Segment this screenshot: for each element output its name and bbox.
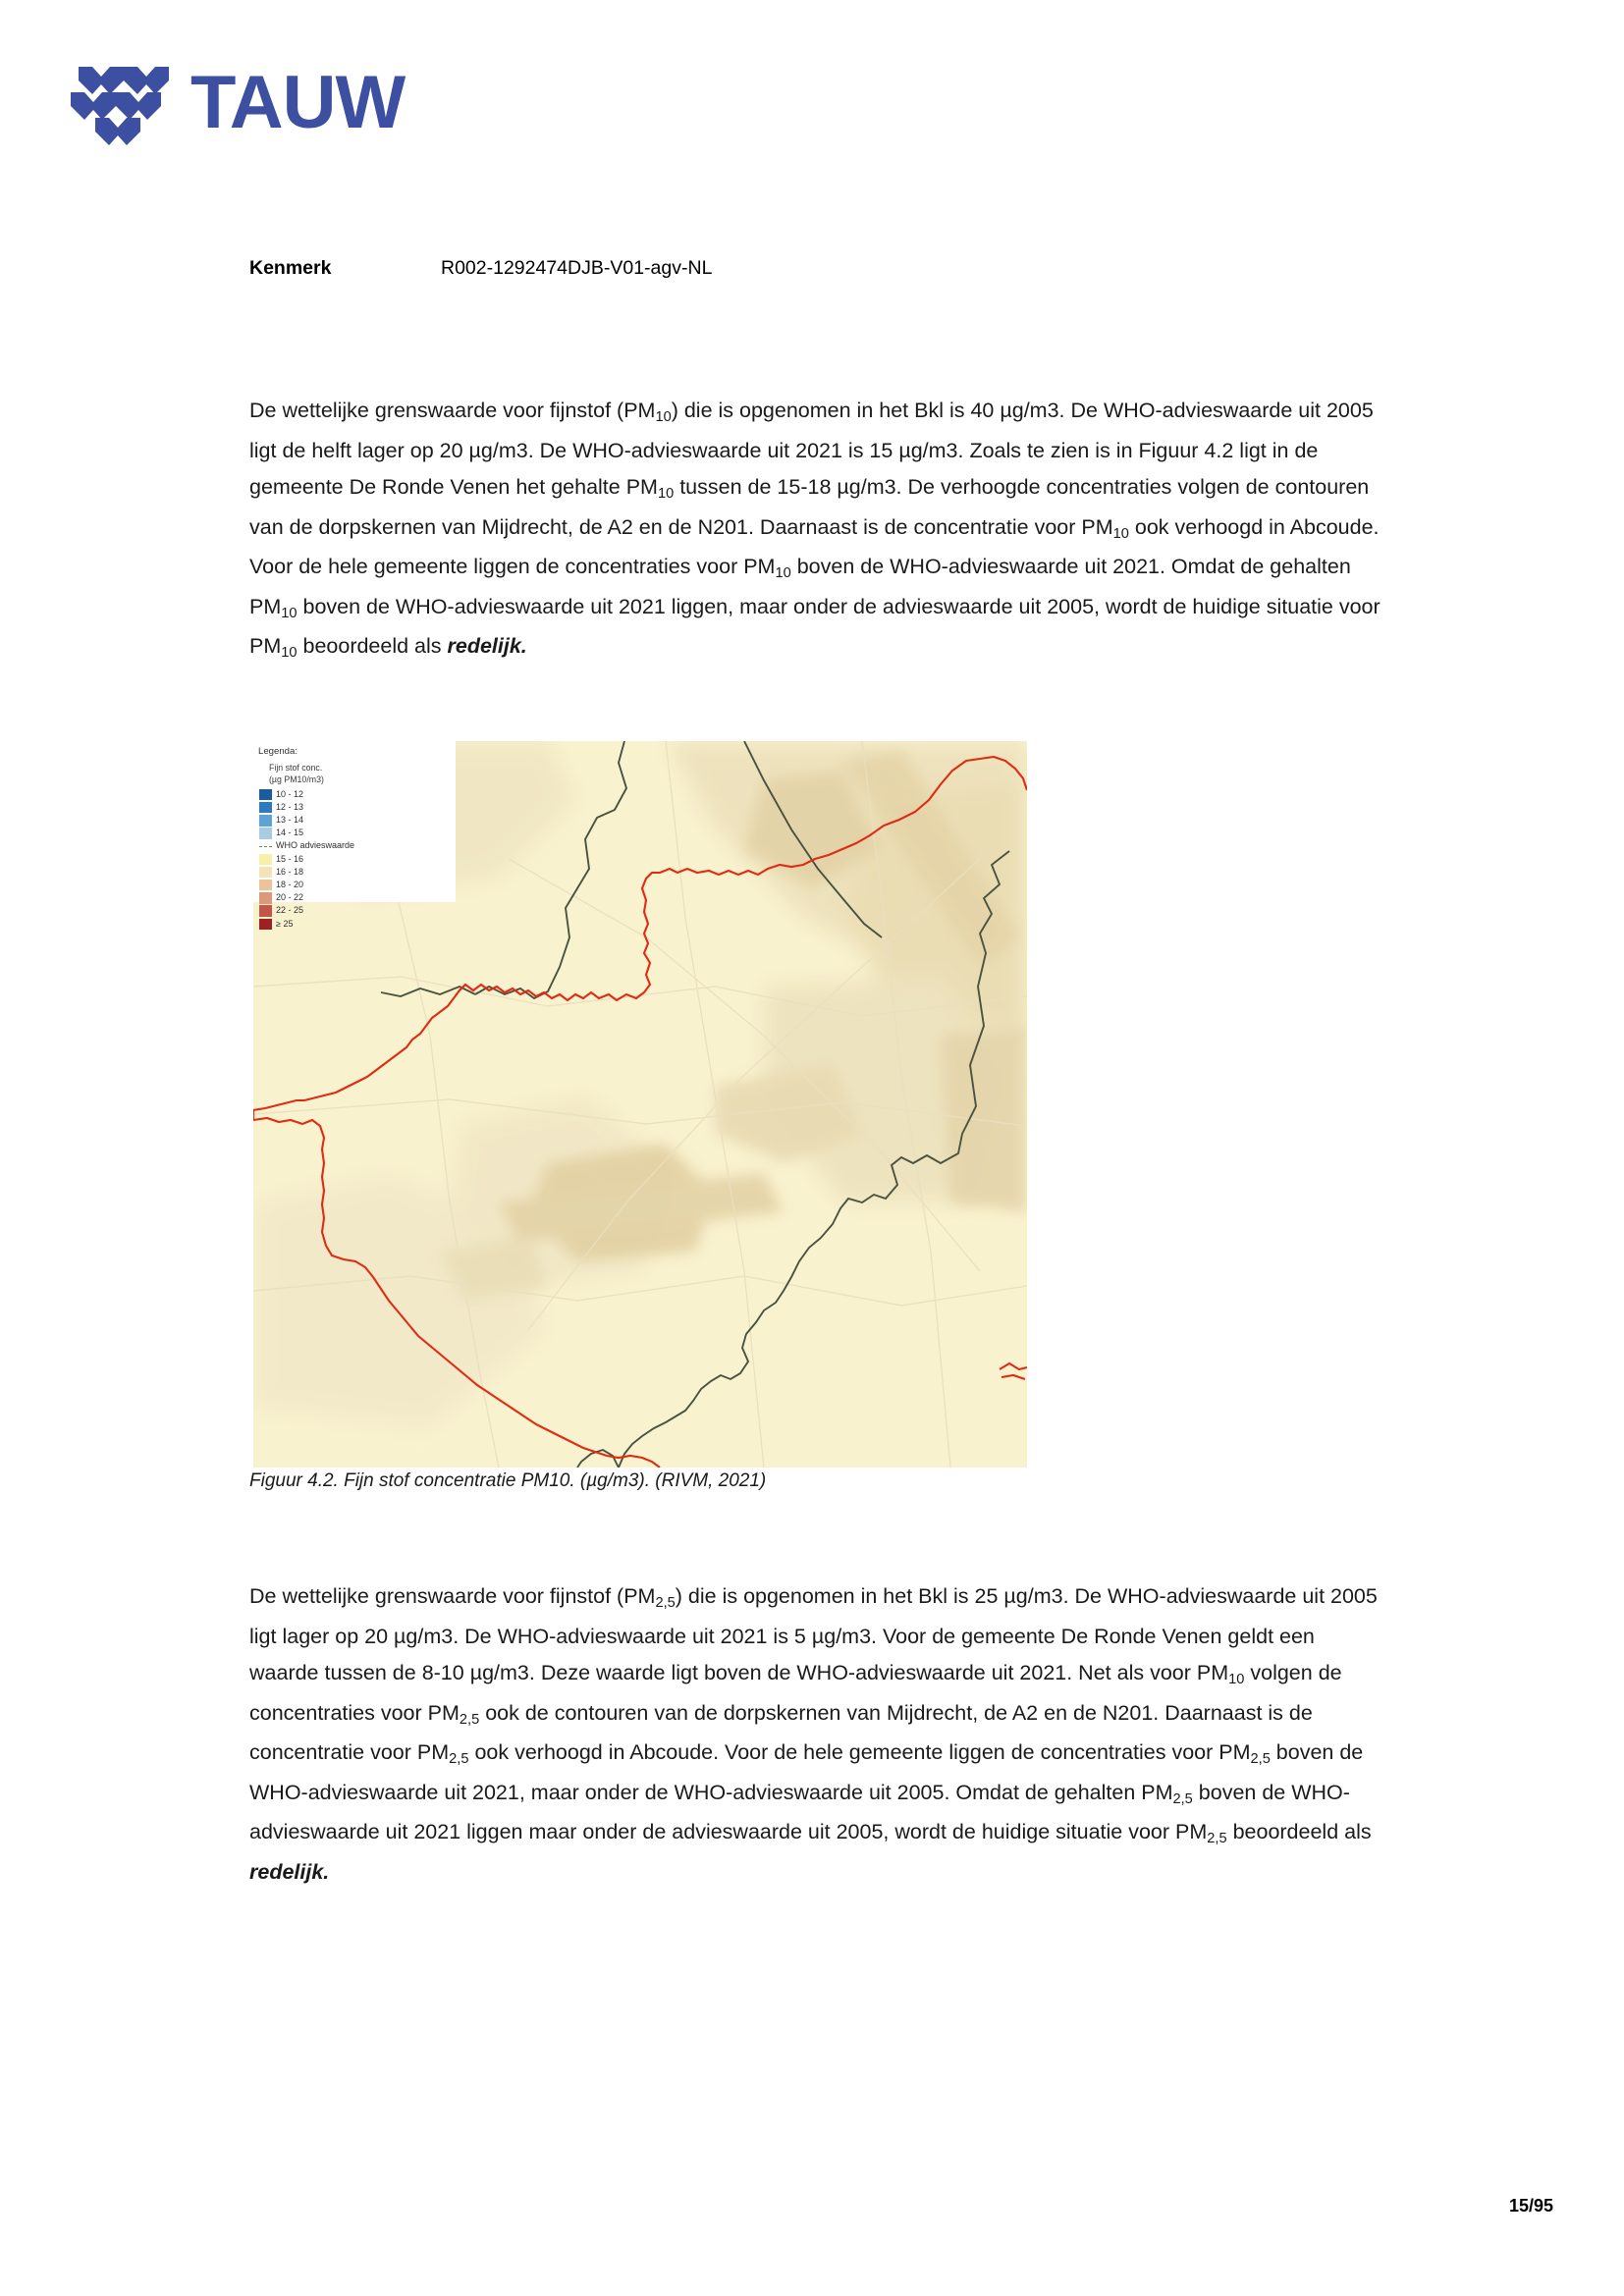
legend-item-label: 15 - 16 [276, 853, 304, 864]
map-legend [253, 741, 456, 929]
legend-dashed-line-icon [259, 840, 272, 852]
legend-color-swatch [259, 919, 272, 931]
legend-color-swatch [259, 828, 272, 839]
figure-4-2 [253, 741, 1027, 1468]
legend-item [259, 891, 456, 904]
figure-caption: Figuur 4.2. Fijn stof concentratie PM10. (µg/m3). (RIVM, 2021) [249, 1470, 767, 1491]
legend-color-swatch [259, 880, 272, 891]
legend-item [259, 879, 456, 891]
legend-color-swatch [259, 867, 272, 879]
legend-item-label: WHO advieswaarde [276, 840, 355, 851]
legend-item-label: 16 - 18 [276, 866, 304, 877]
paragraph-pm25: De wettelijke grenswaarde voor fijnstof $(PM_{2,5})$ die is opgenomen in het Bkl is 25 µg/m3. De WHO-advieswaarde uit 2005 ligt lager op 20 µg/m3. De WHO-advieswaarde uit 2021 is 5 µg/m3. Voor de gemeente De Ronde Venen geldt een waarde tussen de 8-10 µg/m3. Deze waarde ligt boven de WHO-advieswaarde uit 2021. Net als voor $PM_{10}$ volgen de concentraties voor $PM_{2,5}$ ook de contouren van de dorpskernen van Mijdrecht, de A2 en de N201. Daarnaast is de concentratie voor $PM_{2,5}$ ook verhoogd in Abcoude. Voor de hele gemeente liggen de concentraties voor $PM_{2,5}$ boven de WHO-advieswaarde uit 2021, maar onder de WHO-advieswaarde uit 2005. Omdat de gehalten $PM_{2,5}$ boven de WHO-advieswaarde uit 2021 liggen maar onder de advieswaarde uit 2005, wordt de huidige situatie voor $PM_{2,5}$ beoordeeld als redelijk. [249, 1584, 1378, 1884]
legend-item [259, 853, 456, 866]
legend-item [259, 866, 456, 879]
legend-item [259, 801, 456, 814]
legend-color-swatch [259, 789, 272, 801]
map-image [253, 741, 1027, 1468]
legend-item-label: 13 - 14 [276, 815, 304, 826]
legend-item [259, 788, 456, 801]
paragraph-pm10: De wettelijke grenswaarde voor fijnstof $(PM_{10})$ die is opgenomen in het Bkl is 40 µg/m3. De WHO-advieswaarde uit 2005 ligt de helft lager op 20 µg/m3. De WHO-advieswaarde uit 2021 is 15 µg/m3. Zoals te zien is in Figuur 4.2 ligt in de gemeente De Ronde Venen het gehalte $PM_{10}$ tussen de 15-18 µg/m3. De verhoogde concentraties volgen de contouren van de dorpskernen van Mijdrecht, de A2 en de N201. Daarnaast is de concentratie voor $PM_{10}$ ook verhoogd in Abcoude. Voor de hele gemeente liggen de concentraties voor $PM_{10}$ boven de WHO-advieswaarde uit 2021. Omdat de gehalten $PM_{10}$ boven de WHO-advieswaarde uit 2021 liggen, maar onder de advieswaarde uit 2005, wordt de huidige situatie voor $PM_{10}$ beoordeeld als redelijk. [249, 399, 1380, 662]
legend-color-swatch [259, 815, 272, 827]
legend-item-label: 18 - 20 [276, 880, 304, 889]
legend-item-label: 14 - 15 [276, 828, 304, 838]
legend-item [259, 814, 456, 827]
legend-item-label: ≥ 25 [276, 918, 294, 929]
kenmerk-value: R002-1292474DJB-V01-agv-NL [441, 257, 713, 279]
legend-item [259, 827, 456, 839]
legend-subtitle-line-2: (µg PM10/m3) [269, 774, 324, 784]
legend-color-swatch [259, 854, 272, 866]
tauw-chevron-logo-icon [71, 59, 177, 153]
legend-item [259, 918, 456, 931]
legend-color-swatch [259, 892, 272, 904]
tauw-wordmark: TAUW [190, 61, 406, 144]
legend-subtitle-line-1: Fijn stof conc. [269, 763, 323, 774]
kenmerk-label: Kenmerk [249, 257, 332, 279]
legend-color-swatch [259, 802, 272, 814]
page-number: 15/95 [1508, 2196, 1553, 2216]
kenmerk [249, 257, 712, 280]
tauw-logo [71, 59, 405, 153]
legend-item-label: 22 - 25 [276, 905, 304, 916]
legend-title: Legenda: [258, 746, 298, 757]
legend-item-label: 12 - 13 [276, 801, 304, 812]
legend-item-label: 20 - 22 [276, 892, 304, 903]
legend-item [259, 905, 456, 918]
legend-item-list [257, 788, 456, 931]
legend-item-label: 10 - 12 [276, 788, 304, 799]
legend-item [259, 840, 456, 853]
legend-color-swatch [259, 905, 272, 917]
